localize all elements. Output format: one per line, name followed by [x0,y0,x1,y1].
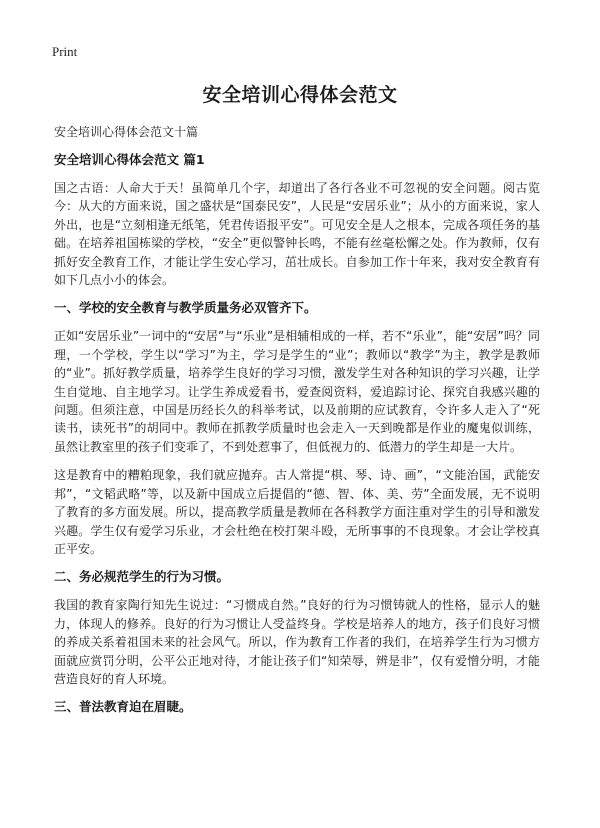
section-1-paragraph-2: 这是教育中的糟粕现象，我们就应抛弃。古人常提“棋、琴、诗、画”，“文能治国，武能安邦”，“文韬武略”等，以及新中国成立后提倡的“德、智、体、美、劳”全面发展，无不说明了教育的多方面发展。所以，提高教学质量是教师在各科教学方面注重对学生的引导和激发兴趣。学生仅有爱学习乐业，才会杜绝在校打架斗殴，无所事事的不良现象。才会让学校真正平安。 [54,468,540,556]
section-heading-1: 一、学校的安全教育与教学质量务必双管齐下。 [54,300,317,316]
document-body [54,151,540,726]
page-title: 安全培训心得体会范文 [202,84,398,106]
section-heading-3: 三、普法教育迫在眉睫。 [54,699,192,715]
section-2-paragraph-1: 我国的教育家陶行知先生说过：“习惯成自然。”良好的行为习惯铸就人的性格，显示人的魅力，体现人的修养。良好的行为习惯让人受益终身。学校是培养人的地方，孩子们良好习惯的养成关系着祖国未来的社会风气。所以，作为教育工作者的我们，在培养学生行为习惯方面就应赏罚分明，公平公正地对待，才能让孩子们“知荣辱，辨是非”，仅有爱憎分明，才能营造良好的育人环境。 [54,598,540,686]
print-link[interactable]: Print [52,44,78,59]
section-1-paragraph-1: 正如“安居乐业”一词中的“安居”与“乐业”是相辅相成的一样，若不“乐业”，能“安居”吗？同理，一个学校，学生以“学习”为主，学习是学生的“业”；教师以“教学”为主，教学是教师的“业”。抓好教学质量，培养学生良好的学习习惯，激发学生对各种知识的学习兴趣，让学生自觉地、自主地学习。让学生养成爱看书，爱查阅资料，爱追踪讨论、探究自我感兴趣的问题。但须注意，中国是历经长久的科举考试，以及前期的应试教育，令许多人走入了“死读书，读死书”的胡同中。教师在抓教学质量时也会走入一天到晚都是作业的魔鬼似训练，虽然让教室里的孩子们变乖了，不到处惹事了，但低视力的、低潜力的学生却是一大片。 [54,329,540,454]
intro-paragraph: 国之古语：人命大于天！虽简单几个字，却道出了各行各业不可忽视的安全问题。阅古览今：从大的方面来说，国之盛状是“国泰民安”，人民是“安居乐业”；从小的方面来说，家人外出，也是“立刻相逢无纸笔，凭君传语报平安”。可见安全是人之根本，完成各项任务的基础。在培养祖国栋梁的学校，“安全”更似警钟长鸣，不能有丝毫松懈之处。作为教师，仅有抓好安全教育工作，才能让学生安心学习，茁壮成长。自参加工作十年来，我对安全教育有如下几点小小的体会。 [54,181,540,288]
document-subtitle: 安全培训心得体会范文十篇 [54,125,199,139]
section-heading-2: 二、务必规范学生的行为习惯。 [54,569,230,585]
article-heading: 安全培训心得体会范文 篇1 [54,152,205,167]
